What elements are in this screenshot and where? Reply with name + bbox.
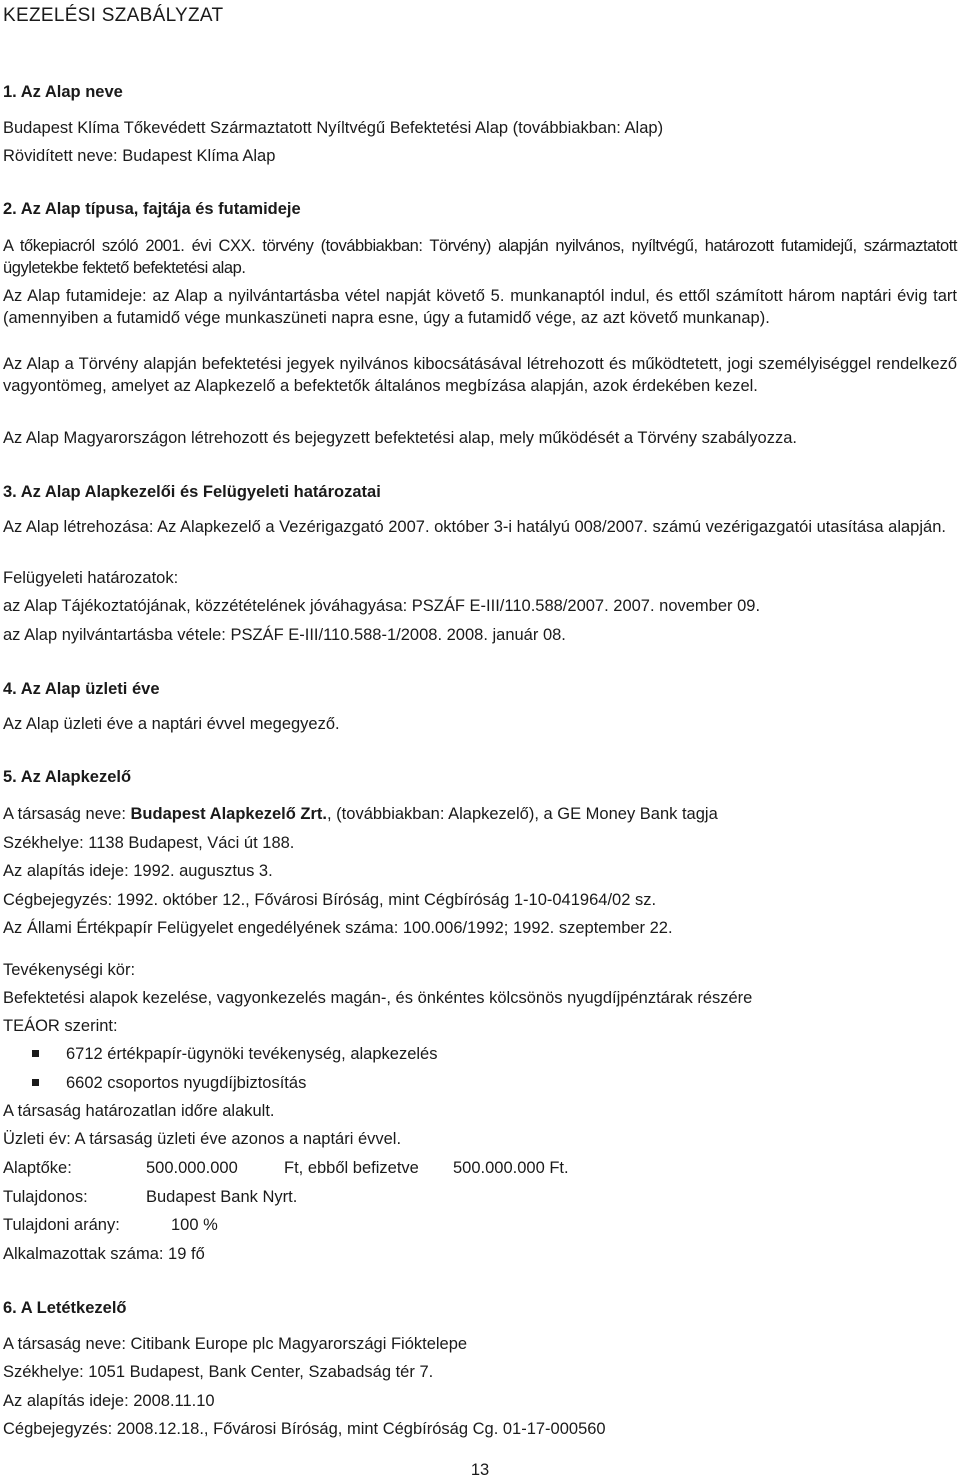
fund-full-name: Budapest Klíma Tőkevédett Származtatott Nyíltvégű Befektetési Alap (továbbiakban: Alap)	[3, 119, 664, 137]
section-3-heading: 3. Az Alap Alapkezelői és Felügyeleti határozatai	[3, 483, 381, 501]
page-number: 13	[470, 1461, 490, 1479]
capital-paid-value: 500.000.000 Ft.	[453, 1159, 569, 1177]
manager-license: Az Állami Értékpapír Felügyelet engedélyének száma: 100.006/1992; 1992. szeptember 22.	[3, 919, 673, 937]
fund-registration-paragraph: Az Alap Magyarországon létrehozott és bejegyzett befektetési alap, mely működését a Törvény szabályozza.	[3, 429, 797, 447]
custodian-founding-date: Az alapítás ideje: 2008.11.10	[3, 1392, 215, 1410]
ownership-share-value: 100 %	[171, 1216, 218, 1234]
manager-name-prefix: A társaság neve:	[3, 805, 131, 823]
section-4-heading: 4. Az Alap üzleti éve	[3, 680, 160, 698]
manager-name-suffix: , (továbbiakban: Alapkezelő), a GE Money Bank tagja	[327, 805, 718, 823]
company-duration: A társaság határozatlan időre alakult.	[3, 1102, 275, 1120]
custodian-name: A társaság neve: Citibank Europe plc Magyarországi Fióktelepe	[3, 1335, 468, 1353]
bullet-icon	[32, 1050, 39, 1057]
activity-label: Tevékenységi kör:	[3, 961, 136, 979]
owner-label: Tulajdonos:	[3, 1188, 88, 1206]
teaor-item: 6712 értékpapír-ügynöki tevékenység, alapkezelés	[66, 1045, 438, 1063]
activity-text: Befektetési alapok kezelése, vagyonkezelés magán-, és önkéntes kölcsönös nyugdíjpénztárak részére	[3, 989, 753, 1007]
capital-label: Alaptőke:	[3, 1159, 72, 1177]
section-1-heading: 1. Az Alap neve	[3, 83, 123, 101]
manager-headquarters: Székhelye: 1138 Budapest, Váci út 188.	[3, 834, 295, 852]
section-5-heading: 5. Az Alapkezelő	[3, 768, 132, 786]
capital-paid-label: Ft, ebből befizetve	[284, 1159, 419, 1177]
fund-short-name: Rövidített neve: Budapest Klíma Alap	[3, 147, 276, 165]
business-year-text: Az Alap üzleti éve a naptári évvel megegyező.	[3, 715, 340, 733]
fund-type-paragraph: A tőkepiacról szóló 2001. évi CXX. törvény (továbbiakban: Törvény) alapján nyilvános, nyíltvégű, határozott futamidejű, származtatott ügyletekbe fektető befektetési alap.	[3, 237, 957, 277]
company-business-year: Üzleti év: A társaság üzleti éve azonos a naptári évvel.	[3, 1130, 402, 1148]
section-6-heading: 6. A Letétkezelő	[3, 1299, 127, 1317]
manager-name: Budapest Alapkezelő Zrt.	[130, 805, 328, 823]
owner-value: Budapest Bank Nyrt.	[146, 1188, 298, 1206]
teaor-label: TEÁOR szerint:	[3, 1017, 118, 1035]
fund-term-paragraph: Az Alap futamideje: az Alap a nyilvántartásba vétel napját követő 5. munkanaptól indul, és ettől számított három naptári évig tart (amennyiben a futamidő vége munkaszüneti napra esne, úgy a futamidő vége, az azt követő munkanap).	[3, 287, 957, 327]
manager-founding-date: Az alapítás ideje: 1992. augusztus 3.	[3, 862, 273, 880]
fund-legal-paragraph: Az Alap a Törvény alapján befektetési jegyek nyilvános kibocsátásával létrehozott és működtetett, jogi személyiséggel rendelkező vagyontömeg, amelyet az Alapkezelő a befektetők általános megbízása alapján, azok érdekében kezel.	[3, 355, 957, 395]
section-2-heading: 2. Az Alap típusa, fajtája és futamideje	[3, 200, 301, 218]
fund-registration: az Alap nyilvántartásba vétele: PSZÁF E-III/110.588-1/2008. 2008. január 08.	[3, 626, 566, 644]
prospectus-approval: az Alap Tájékoztatójának, közzétételének jóváhagyása: PSZÁF E-III/110.588/2007. 2007. november 09.	[3, 597, 761, 615]
bullet-icon	[32, 1079, 39, 1086]
manager-name-line	[3, 804, 718, 824]
supervisory-decisions-label: Felügyeleti határozatok:	[3, 569, 179, 587]
document-title: KEZELÉSI SZABÁLYZAT	[3, 5, 224, 26]
employee-count: Alkalmazottak száma: 19 fő	[3, 1245, 205, 1263]
manager-registration: Cégbejegyzés: 1992. október 12., Fővárosi Bíróság, mint Cégbíróság 1-10-041964/02 sz.	[3, 891, 657, 909]
capital-value: 500.000.000	[146, 1159, 238, 1177]
custodian-registration: Cégbejegyzés: 2008.12.18., Fővárosi Bíróság, mint Cégbíróság Cg. 01-17-000560	[3, 1420, 606, 1438]
fund-establishment-paragraph: Az Alap létrehozása: Az Alapkezelő a Vezérigazgató 2007. október 3-i hatályú 008/2007. számú vezérigazgatói utasítása alapján.	[3, 518, 946, 536]
ownership-share-label: Tulajdoni arány:	[3, 1216, 120, 1234]
teaor-item: 6602 csoportos nyugdíjbiztosítás	[66, 1074, 307, 1092]
custodian-headquarters: Székhelye: 1051 Budapest, Bank Center, Szabadság tér 7.	[3, 1363, 434, 1381]
